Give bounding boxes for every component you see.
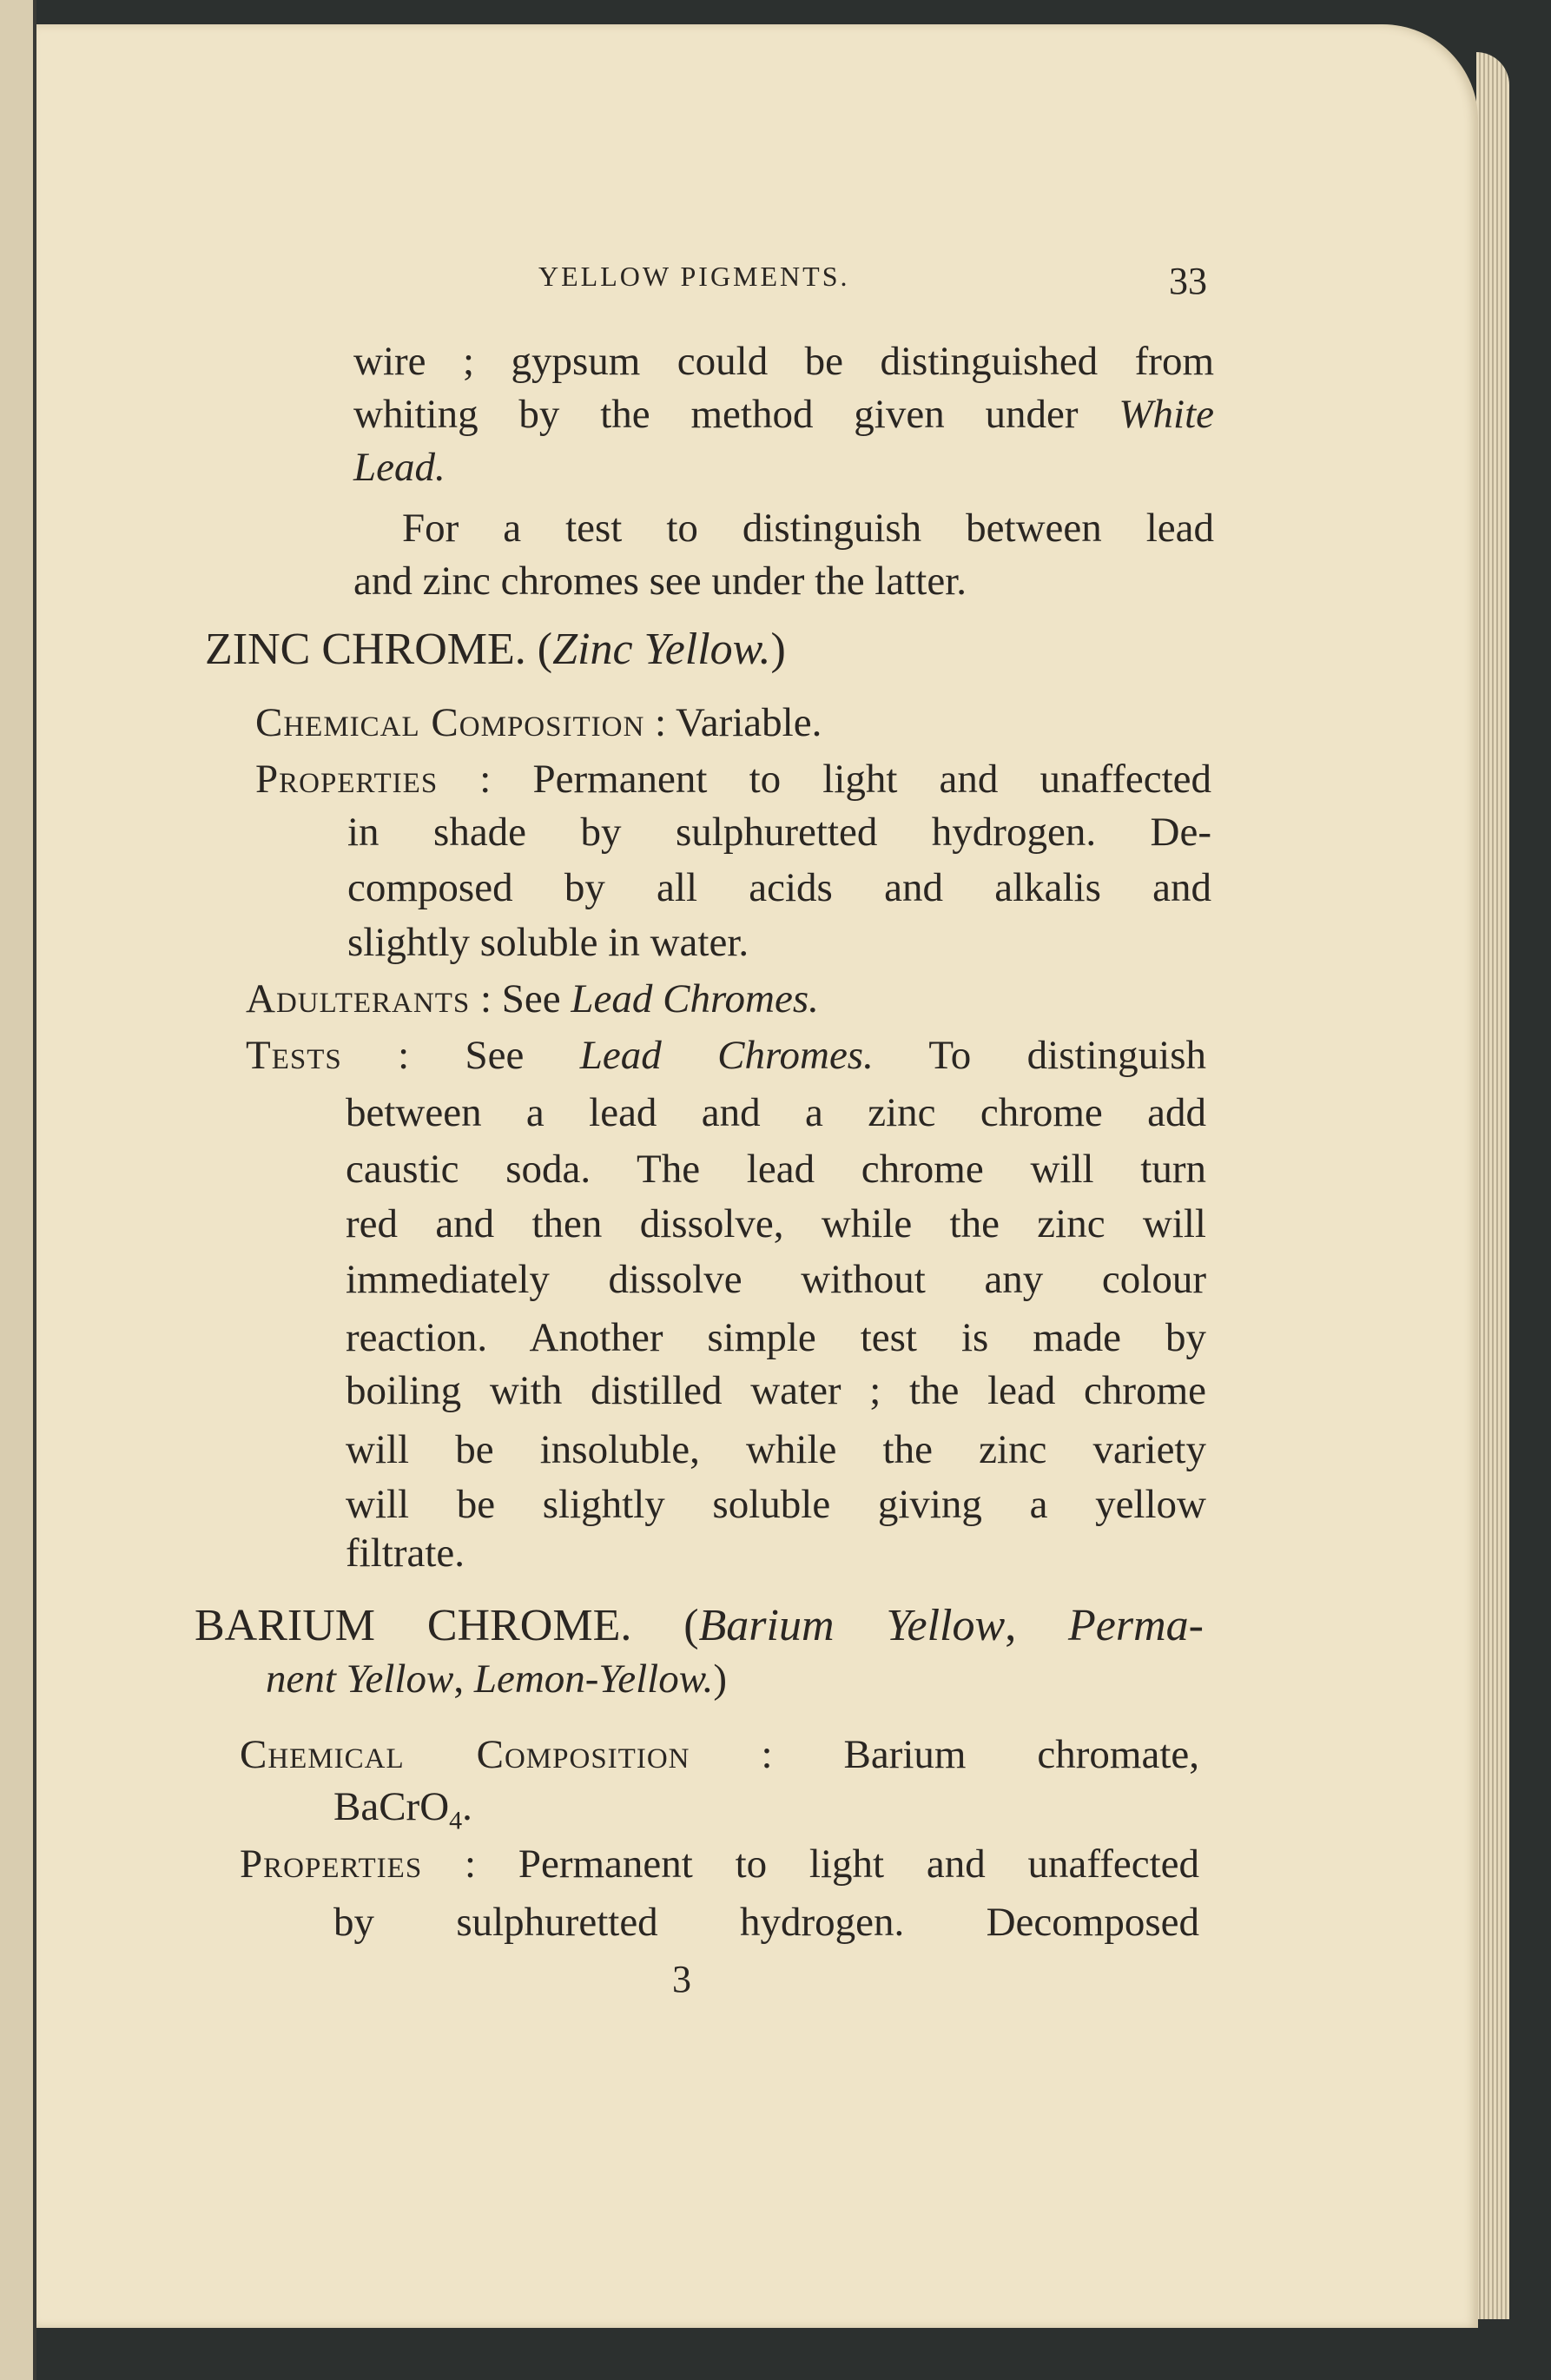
text-line: [402, 504, 1214, 552]
text-line: [353, 337, 1214, 386]
text: and zinc chromes see under the latter.: [353, 559, 967, 604]
text: : See: [341, 1033, 580, 1078]
text: will be slightly soluble giving a yellow: [346, 1482, 1206, 1527]
text-line: [346, 1200, 1206, 1248]
italic-text: Lead Chromes.: [579, 1033, 874, 1078]
book-gutter: [0, 0, 36, 2380]
italic-text: Lead Chromes.: [571, 976, 819, 1021]
text-line: [255, 698, 822, 747]
text-line: [346, 1425, 1206, 1474]
text: ): [713, 1656, 727, 1702]
text: filtrate.: [346, 1530, 465, 1576]
section-heading-barium-chrome: [195, 1602, 1204, 1650]
text-line: [347, 863, 1211, 912]
text-line: [246, 1031, 1206, 1080]
page-edges: [1476, 52, 1509, 2319]
text-line: [346, 1366, 1206, 1415]
text: : Variable.: [644, 700, 822, 745]
text: composed by all acids and alkalis and: [347, 865, 1211, 910]
text: wire ; gypsum could be distinguished from: [353, 339, 1214, 384]
italic-text: Lead.: [353, 445, 446, 490]
italic-text: White: [1119, 392, 1214, 437]
text-line: [246, 975, 819, 1023]
text-line: [346, 1088, 1206, 1137]
text-line: [353, 557, 967, 605]
field-label: Properties: [255, 757, 439, 802]
text: : See: [470, 976, 571, 1021]
signature-mark: 3: [672, 1958, 691, 2000]
text-line: [346, 1313, 1206, 1362]
field-label: Adulterants: [246, 976, 471, 1021]
subscript: 4: [449, 1806, 463, 1835]
text: : Permanent to light and unaffected: [422, 1841, 1199, 1887]
page-number: 33: [1169, 260, 1207, 302]
italic-text: nent Yellow: [266, 1656, 454, 1702]
text: : Permanent to light and unaffected: [438, 757, 1211, 802]
heading-text: BARIUM CHROME. (: [195, 1601, 699, 1650]
text: caustic soda. The lead chrome will turn: [346, 1147, 1206, 1192]
italic-text: Perma-: [1068, 1601, 1204, 1650]
text-line: [266, 1655, 727, 1703]
text: boiling with distilled water ; the lead chrome: [346, 1368, 1206, 1413]
running-title: YELLOW PIGMENTS.: [538, 261, 850, 292]
text-line: [240, 1730, 1199, 1779]
text-line: [240, 1840, 1199, 1888]
text-line: [346, 1480, 1206, 1529]
text-line: [347, 918, 749, 967]
text-line: [333, 1898, 1199, 1947]
text: red and then dissolve, while the zinc will: [346, 1201, 1206, 1246]
italic-text: Barium Yellow: [698, 1601, 1006, 1650]
text-line: [346, 1145, 1206, 1193]
text: ,: [453, 1656, 474, 1702]
text: whiting by the method given under: [353, 392, 1119, 437]
field-label: Chemical Composition: [240, 1732, 690, 1777]
text: .: [462, 1784, 472, 1829]
text: : Barium chromate,: [690, 1732, 1200, 1777]
italic-text: Lemon-Yellow.: [473, 1656, 714, 1702]
text: reaction. Another simple test is made by: [346, 1315, 1206, 1360]
text: between a lead and a zinc chrome add: [346, 1090, 1206, 1135]
field-label: Chemical Composition: [255, 700, 645, 745]
text: For a test to distinguish between lead: [402, 506, 1214, 551]
text: ): [770, 625, 786, 674]
italic-text: Zinc Yellow.: [552, 625, 771, 674]
text: ,: [1005, 1601, 1069, 1650]
chemical-formula: [333, 1782, 472, 1845]
text: by sulphuretted hydrogen. Decomposed: [333, 1900, 1199, 1945]
text-line: [255, 755, 1211, 803]
text: immediately dissolve without any colour: [346, 1257, 1206, 1302]
field-label: Properties: [240, 1841, 423, 1887]
text: BaCrO: [333, 1784, 450, 1829]
text-line: [346, 1529, 465, 1577]
text: To distinguish: [873, 1033, 1206, 1078]
text: in shade by sulphuretted hydrogen. De-: [347, 810, 1211, 855]
field-label: Tests: [246, 1033, 342, 1078]
text-line: [347, 808, 1211, 856]
text: slightly soluble in water.: [347, 920, 749, 965]
text-line: [353, 390, 1214, 439]
text-line: [353, 443, 446, 492]
section-heading-zinc-chrome: [205, 625, 786, 674]
text: will be insoluble, while the zinc variety: [346, 1427, 1206, 1472]
text-line: [346, 1255, 1206, 1304]
heading-text: ZINC CHROME. (: [205, 625, 553, 674]
